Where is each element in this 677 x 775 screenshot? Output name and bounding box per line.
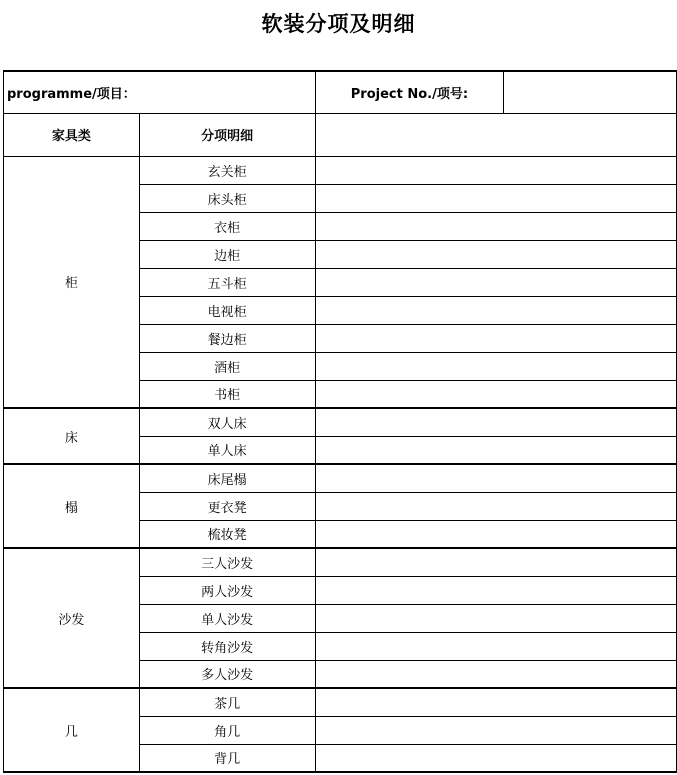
detail-cell[interactable] [315, 212, 676, 240]
detail-cell[interactable] [315, 660, 676, 688]
project-no-value-cell[interactable] [504, 71, 677, 113]
table-header-row [4, 113, 677, 156]
item-cell: 背几 [139, 744, 315, 772]
item-cell: 角几 [139, 716, 315, 744]
programme-label: programme/项目： [4, 71, 316, 113]
detail-cell[interactable] [315, 156, 676, 184]
category-cell: 床 [4, 408, 140, 464]
item-cell: 双人床 [139, 408, 315, 436]
item-cell: 转角沙发 [139, 632, 315, 660]
item-cell: 五斗柜 [139, 268, 315, 296]
category-header: 家具类 [4, 113, 140, 156]
detail-cell[interactable] [315, 408, 676, 436]
detail-cell[interactable] [315, 324, 676, 352]
item-cell: 更衣凳 [139, 492, 315, 520]
category-cell: 沙发 [4, 548, 140, 688]
category-cell: 榻 [4, 464, 140, 548]
detail-cell[interactable] [315, 576, 676, 604]
detail-cell[interactable] [315, 604, 676, 632]
item-cell: 玄关柜 [139, 156, 315, 184]
detail-cell[interactable] [315, 492, 676, 520]
item-cell: 衣柜 [139, 212, 315, 240]
table-row [4, 464, 677, 492]
item-cell: 单人床 [139, 436, 315, 464]
table-row [4, 688, 677, 716]
detail-cell[interactable] [315, 296, 676, 324]
detail-header-cell [315, 113, 676, 156]
item-cell: 床尾榻 [139, 464, 315, 492]
item-cell: 两人沙发 [139, 576, 315, 604]
category-cell: 几 [4, 688, 140, 772]
table-row [4, 548, 677, 576]
detail-cell[interactable] [315, 184, 676, 212]
furniture-table [3, 70, 677, 773]
table-row [4, 408, 677, 436]
detail-cell[interactable] [315, 464, 676, 492]
detail-cell[interactable] [315, 240, 676, 268]
detail-cell[interactable] [315, 632, 676, 660]
item-cell: 边柜 [139, 240, 315, 268]
item-cell: 电视柜 [139, 296, 315, 324]
category-cell: 柜 [4, 156, 140, 408]
detail-cell[interactable] [315, 688, 676, 716]
detail-cell[interactable] [315, 380, 676, 408]
item-cell: 三人沙发 [139, 548, 315, 576]
item-header: 分项明细 [139, 113, 315, 156]
sheet-title: 软装分项及明细 [261, 12, 416, 36]
item-cell: 梳妆凳 [139, 520, 315, 548]
detail-cell[interactable] [315, 548, 676, 576]
detail-cell[interactable] [315, 436, 676, 464]
item-cell: 餐边柜 [139, 324, 315, 352]
item-cell: 酒柜 [139, 352, 315, 380]
project-no-label: Project No./项号: [315, 71, 504, 113]
item-cell: 单人沙发 [139, 604, 315, 632]
table-row [4, 156, 677, 184]
item-cell: 书柜 [139, 380, 315, 408]
item-cell: 茶几 [139, 688, 315, 716]
detail-cell[interactable] [315, 520, 676, 548]
detail-cell[interactable] [315, 744, 676, 772]
item-cell: 床头柜 [139, 184, 315, 212]
project-info-row [4, 71, 677, 113]
item-cell: 多人沙发 [139, 660, 315, 688]
detail-cell[interactable] [315, 716, 676, 744]
detail-cell[interactable] [315, 352, 676, 380]
detail-cell[interactable] [315, 268, 676, 296]
